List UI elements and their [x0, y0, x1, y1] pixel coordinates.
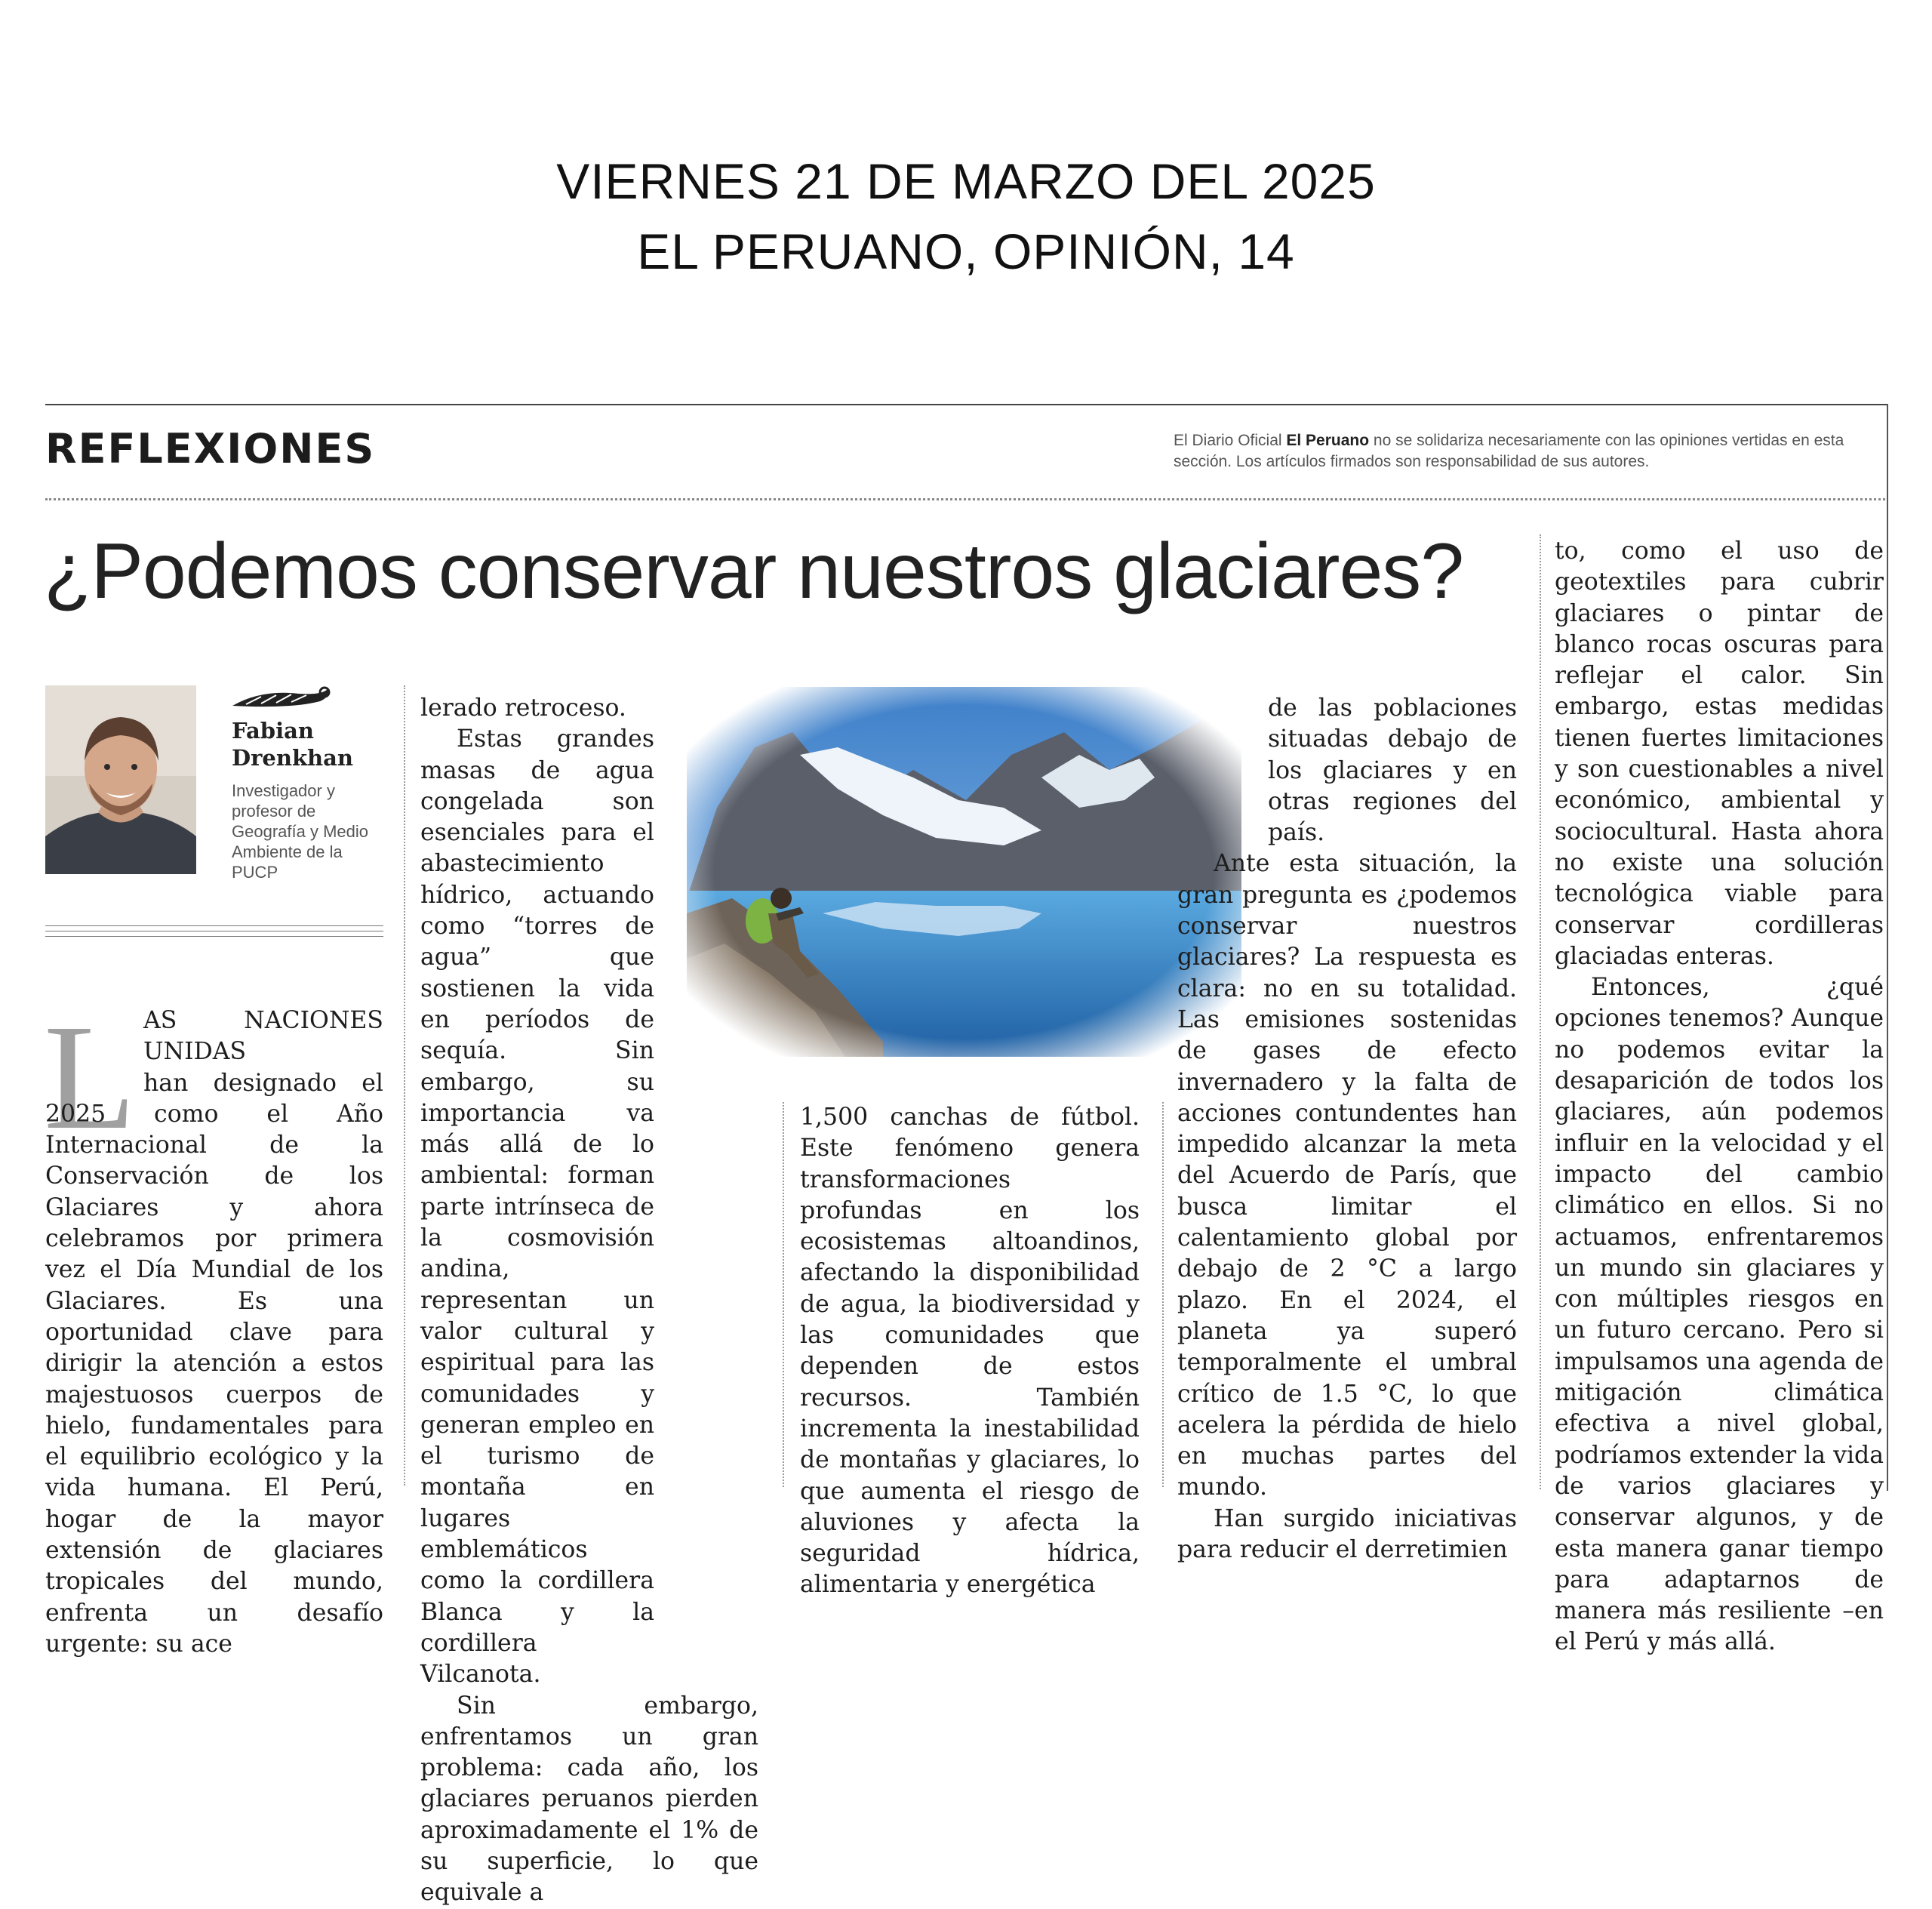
col4-p3: Han surgido iniciativas para reducir el derretimien [1177, 1504, 1517, 1564]
dotted-separator [45, 498, 1885, 500]
author-last-name: Drenkhan [232, 745, 354, 771]
top-rule [45, 404, 1888, 405]
col4-p2: Ante esta situación, la gran pregunta es ¿podemos conservar nuestros glaciares? La respuesta es clara: no en su totalidad. Las emisiones sostenidas de gases de efecto invernadero y la falta de acciones contundentes han impedido alcanzar la meta del Acuerdo de París, que busca limitar el calentamiento global por debajo de 2 °C a largo plazo. En el 2024, el planeta ya superó temporalmente el umbral crítico de 1.5 °C, lo que acelera la pérdida de hielo en muchas partes del mundo. [1177, 850, 1517, 1501]
publication-line: EL PERUANO, OPINIÓN, 14 [637, 223, 1295, 279]
disclaimer [1174, 430, 1883, 473]
col4-p1: de las poblaciones situadas debajo de los glaciares y en otras regiones del país. [1268, 694, 1517, 847]
right-rule [1887, 404, 1888, 1491]
col1-paragraph: han designado el 2025 como el Año Internacional de la Conservación de los Glaciares y ahora celebramos por primera vez el Día Mundial de los Glaciares. Es una oportunidad clave para dirigir la atención a estos majestuosos cuerpos de hielo, fundamentales para el equilibrio ecológico y la vida humana. El Perú, hogar de la mayor extensión de glaciares tropicales del mundo, enfrenta un desafío urgente: su ace [45, 1069, 383, 1658]
disclaimer-post: no se solidariza necesariamente con las opiniones vertidas en esta sección. Los artículos firmados son responsabilidad de sus autores. [1174, 432, 1844, 470]
author-name [232, 717, 383, 771]
column-3 [800, 1102, 1140, 1601]
col2-p2: Estas grandes masas de agua congelada son esenciales para el abastecimiento hídrico, actuando como “torres de agua” que sostienen la vida en períodos de sequía. Sin embargo, su importancia va más allá de lo ambiental: forman parte intrínseca de la cosmovisión andina, representan un valor cultural y espiritual para las comunidades y generan empleo en el turismo de montaña en lugares emblemáticos como la cordillera Blanca y la cordillera Vilcanota. [420, 725, 654, 1689]
feather-logo-icon [231, 683, 333, 713]
author-role: Investigador y profesor de Geografía y Medio Ambiente de la PUCP [232, 781, 368, 882]
col5-p1: to, como el uso de geotextiles para cubrir glaciares o pintar de blanco rocas oscuras para reflejar el calor. Sin embargo, estas medidas tienen fuertes limitaciones y son cuestionables a nivel económico, ambiental y sociocultural. Hasta ahora no existe una solución tecnológica viable para conservar cordilleras glaciadas enteras. [1555, 537, 1884, 970]
author-rule-1 [45, 925, 383, 926]
col5-p2: Entonces, ¿qué opciones tenemos? Aunque no podemos evitar la desaparición de todos los glaciares, aún podemos influir en la velocidad y el impacto del cambio climático en ellos. Si no actuamos, enfrentaremos un mundo sin glaciares y con múltiples riesgos en un futuro cercano. Pero si impulsamos una agenda de mitigación climática efectiva a nivel global, podríamos extender la vida de varios glaciares y conservar algunos, y de esta manera ganar tiempo para adaptarnos de manera más resiliente –en el Perú y más allá. [1555, 974, 1884, 1656]
column-1 [45, 1005, 383, 1660]
column-separator-4 [1540, 534, 1541, 1489]
drop-cap: L [44, 994, 137, 1161]
col1-lead-line [143, 1005, 383, 1068]
column-separator-2 [783, 1102, 784, 1487]
disclaimer-pre: El Diario Oficial [1174, 432, 1287, 449]
glacier-lake-photo [687, 687, 1241, 1057]
headline: ¿Podemos conservar nuestros glaciares? [44, 528, 1464, 615]
author-photo [45, 685, 196, 874]
col2-p1: lerado retroceso. [420, 694, 626, 722]
date-line: VIERNES 21 DE MARZO DEL 2025 [556, 153, 1376, 209]
author-first-name: Fabian [232, 718, 314, 744]
section-label: REFLEXIONES [45, 425, 376, 473]
column-separator-1 [404, 685, 405, 1486]
column-5 [1555, 536, 1884, 1658]
col1-lead-caps: AS NACIONES UNIDAS [143, 1007, 383, 1066]
col3-p1: 1,500 canchas de fútbol. Este fenómeno genera transformaciones profundas en los ecosistemas altoandinos, afectando la disponibilidad de agua, la biodiversidad y las comunidades que dependen de estos recursos. También incrementa la inestabilidad de montañas y glaciares, lo que aumenta el riesgo de aluviones y afecta la seguridad hídrica, alimentaria y energética [800, 1104, 1140, 1599]
author-rule-3 [45, 936, 383, 937]
disclaimer-bold: El Peruano [1286, 432, 1370, 449]
column-separator-3 [1162, 1102, 1164, 1487]
column-4 [1177, 693, 1517, 1566]
col2-p3: Sin embargo, enfrentamos un gran problema: cada año, los glaciares peruanos pierden aproximadamente el 1% de su superficie, lo que equivale a [420, 1692, 758, 1907]
